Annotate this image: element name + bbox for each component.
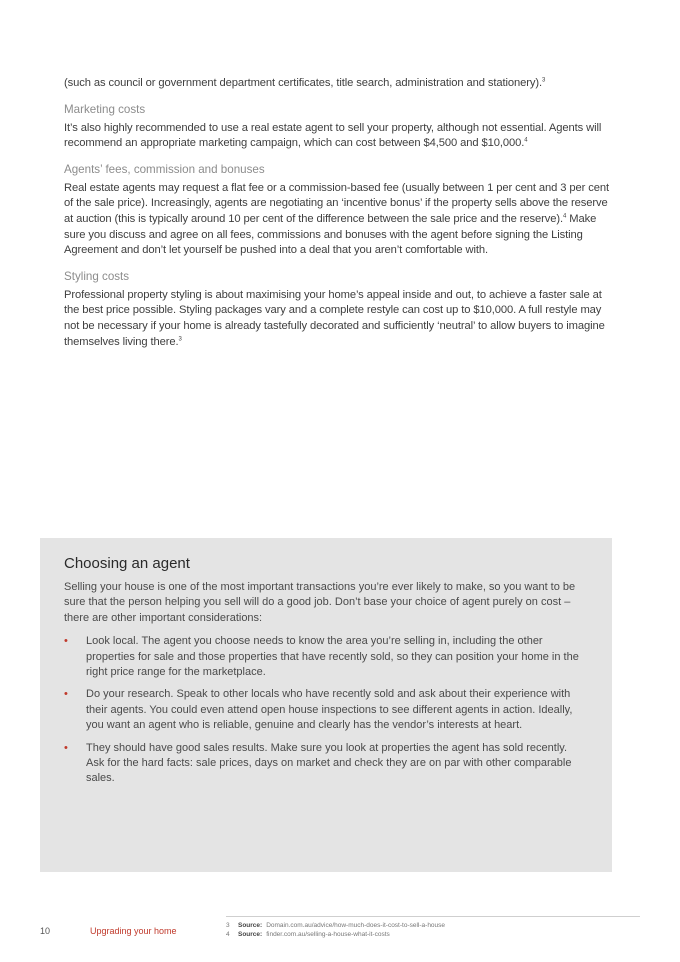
main-content xyxy=(64,76,616,350)
bullet-icon: • xyxy=(64,688,68,701)
intro-paragraph: (such as council or government department certificates, title search, administration and stationery).$^3$ xyxy=(64,77,546,89)
bullet-icon: • xyxy=(64,635,68,648)
footnotes xyxy=(226,921,626,939)
page-number: 10 xyxy=(40,926,51,936)
agents-fees-heading: Agents’ fees, commission and bonuses xyxy=(64,162,265,176)
callout-title: Choosing an agent xyxy=(64,555,190,572)
marketing-costs-heading: Marketing costs xyxy=(64,102,146,116)
list-item: • Do your research. Speak to other locals who have recently sold and ask about their experience with their agents. You could even attend open house inspections to see different agents in action. Ideally, you want an agent who is reliable, genuine and clearly has the vendor’s interests at heart. xyxy=(64,688,573,732)
footnote: 4 Source: finder.com.au/selling-a-house-what-it-costs xyxy=(226,931,390,938)
agents-fees-paragraph: Real estate agents may request a flat fee or a commission-based fee (usually between 1 per cent and 3 per cent of the sale price). Increasingly, agents are negotiating an ‘incentive bonus’ if the property sells above the reserve at auction (this is typically around 10 per cent of the difference between the sale price and the reserve).$^4$ Make sure you discuss and agree on all fees, commissions and bonuses with the agent before signing the Listing Agreement and don’t let yourself be pushed into a deal that you aren’t comfortable with. xyxy=(64,181,609,257)
callout-intro: Selling your house is one of the most important transactions you’re ever likely to make, so you want to be sure that the person helping you sell will do a good job. Don’t base your choice of agent purely on cost – there are other important considerations: xyxy=(64,581,576,624)
styling-costs-heading: Styling costs xyxy=(64,269,130,283)
styling-costs-paragraph: Professional property styling is about maximising your home’s appeal inside and out, to achieve a faster sale at the best price possible. Styling packages vary and a complete restyle can cost up to $10,000. A full restyle may not be necessary if your home is already tastefully decorated and sufficiently ‘neutral’ to allow buyers to imagine themselves living there.$^3$ xyxy=(64,288,605,348)
list-item: • Look local. The agent you choose needs to know the area you’re selling in, including the other properties for sale and those properties that have recently sold, so they can position your home in the right price range for the marketplace. xyxy=(64,635,579,679)
footnote: 3 Source: Domain.com.au/advice/how-much-does-it-cost-to-sell-a-house xyxy=(226,922,446,929)
bullet-icon: • xyxy=(64,741,68,754)
marketing-costs-paragraph: It’s also highly recommended to use a real estate agent to sell your property, although not essential. Agents will recommend an appropriate marketing campaign, which can cost between $4,500 and $10,000.$^4$ xyxy=(64,121,602,150)
footer-section-label: Upgrading your home xyxy=(90,926,177,936)
choosing-agent-callout xyxy=(40,538,612,872)
list-item: • They should have good sales results. Make sure you look at properties the agent has sold recently. Ask for the hard facts: sale prices, days on market and check they are on par with other comparable sales. xyxy=(64,741,572,785)
callout-bullet-list xyxy=(64,634,584,787)
footer-divider xyxy=(226,916,640,917)
